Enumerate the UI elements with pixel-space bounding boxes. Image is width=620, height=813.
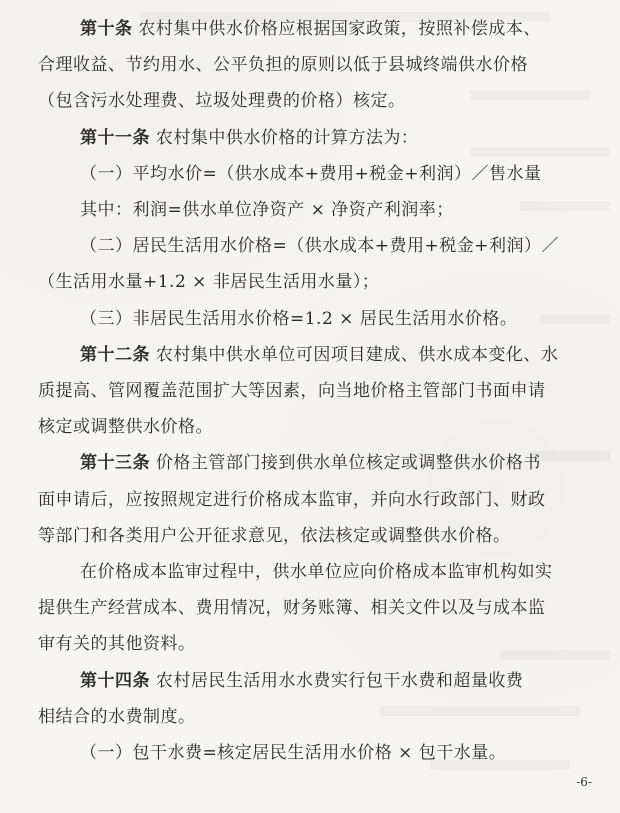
- body-text: 等部门和各类用户公开征求意见，依法核定或调整供水价格。: [38, 526, 511, 546]
- doc-line-16: [80, 561, 553, 583]
- doc-line-11: [38, 380, 546, 402]
- article-heading: 第十三条: [80, 453, 150, 473]
- body-text: 农村集中供水价格的计算方法为：: [155, 128, 419, 148]
- doc-line-12: [38, 416, 213, 438]
- body-text: 提供生产经营成本、费用情况，财务账簿、相关文件以及与成本监: [38, 598, 546, 618]
- doc-line-7: [80, 235, 559, 257]
- doc-line-17: [38, 597, 546, 619]
- body-text: 价格主管部门接到供水单位核定或调整供水价格书: [155, 453, 541, 473]
- body-text: （一）包干水费=核定居民生活用水价格 × 包干水量。: [80, 743, 507, 763]
- body-text: 面申请后，应按照规定进行价格成本监审，并向水行政部门、财政: [38, 490, 546, 510]
- body-text: 审有关的其他资料。: [38, 634, 196, 654]
- doc-line-6: [80, 199, 454, 221]
- body-text: 农村集中供水单位可因项目建成、供水成本变化、水: [155, 345, 559, 365]
- body-text: （生活用水量+1.2 × 非居民生活用水量）；: [38, 272, 380, 292]
- doc-line-20: [38, 706, 196, 728]
- doc-line-9: [80, 308, 517, 330]
- body-text: 在价格成本监审过程中，供水单位应向价格成本监审机构如实: [80, 562, 553, 582]
- body-text: 核定或调整供水价格。: [38, 417, 213, 437]
- article-heading: 第十一条: [80, 128, 150, 148]
- doc-line-19: [80, 670, 523, 692]
- body-text: （包含污水处理费、垃圾处理费的价格）核定。: [38, 91, 406, 111]
- doc-line-5: [80, 163, 541, 185]
- doc-line-18: [38, 633, 196, 655]
- body-text: 合理收益、节约用水、公平负担的原则以低于县城终端供水价格: [38, 55, 528, 75]
- body-text: 农村居民生活用水水费实行包干水费和超量收费: [155, 671, 524, 691]
- page-number: -6-: [576, 775, 592, 789]
- body-text: 相结合的水费制度。: [38, 707, 196, 727]
- doc-line-3: [38, 90, 406, 112]
- doc-line-21: [80, 742, 506, 764]
- doc-line-10: [80, 344, 558, 366]
- doc-line-8: [38, 271, 379, 293]
- article-heading: 第十条: [80, 19, 133, 39]
- body-text: 农村集中供水价格应根据国家政策，按照补偿成本、: [138, 19, 541, 39]
- body-text: （二）居民生活用水价格=（供水成本+费用+税金+利润）／: [80, 236, 559, 256]
- body-text: （三）非居民生活用水价格=1.2 × 居民生活用水价格。: [80, 309, 518, 329]
- body-text: 质提高、管网覆盖范围扩大等因素，向当地价格主管部门书面申请: [38, 381, 546, 401]
- doc-line-13: [80, 452, 541, 474]
- body-text: 其中：利润=供水单位净资产 × 净资产利润率；: [80, 200, 454, 220]
- doc-line-4: [80, 127, 418, 149]
- doc-line-1: [80, 18, 541, 40]
- body-text: （一）平均水价=（供水成本+费用+税金+利润）／售水量: [80, 164, 542, 184]
- article-heading: 第十二条: [80, 345, 150, 365]
- doc-line-2: [38, 54, 528, 76]
- article-heading: 第十四条: [80, 671, 150, 691]
- doc-line-15: [38, 525, 511, 547]
- doc-line-14: [38, 489, 546, 511]
